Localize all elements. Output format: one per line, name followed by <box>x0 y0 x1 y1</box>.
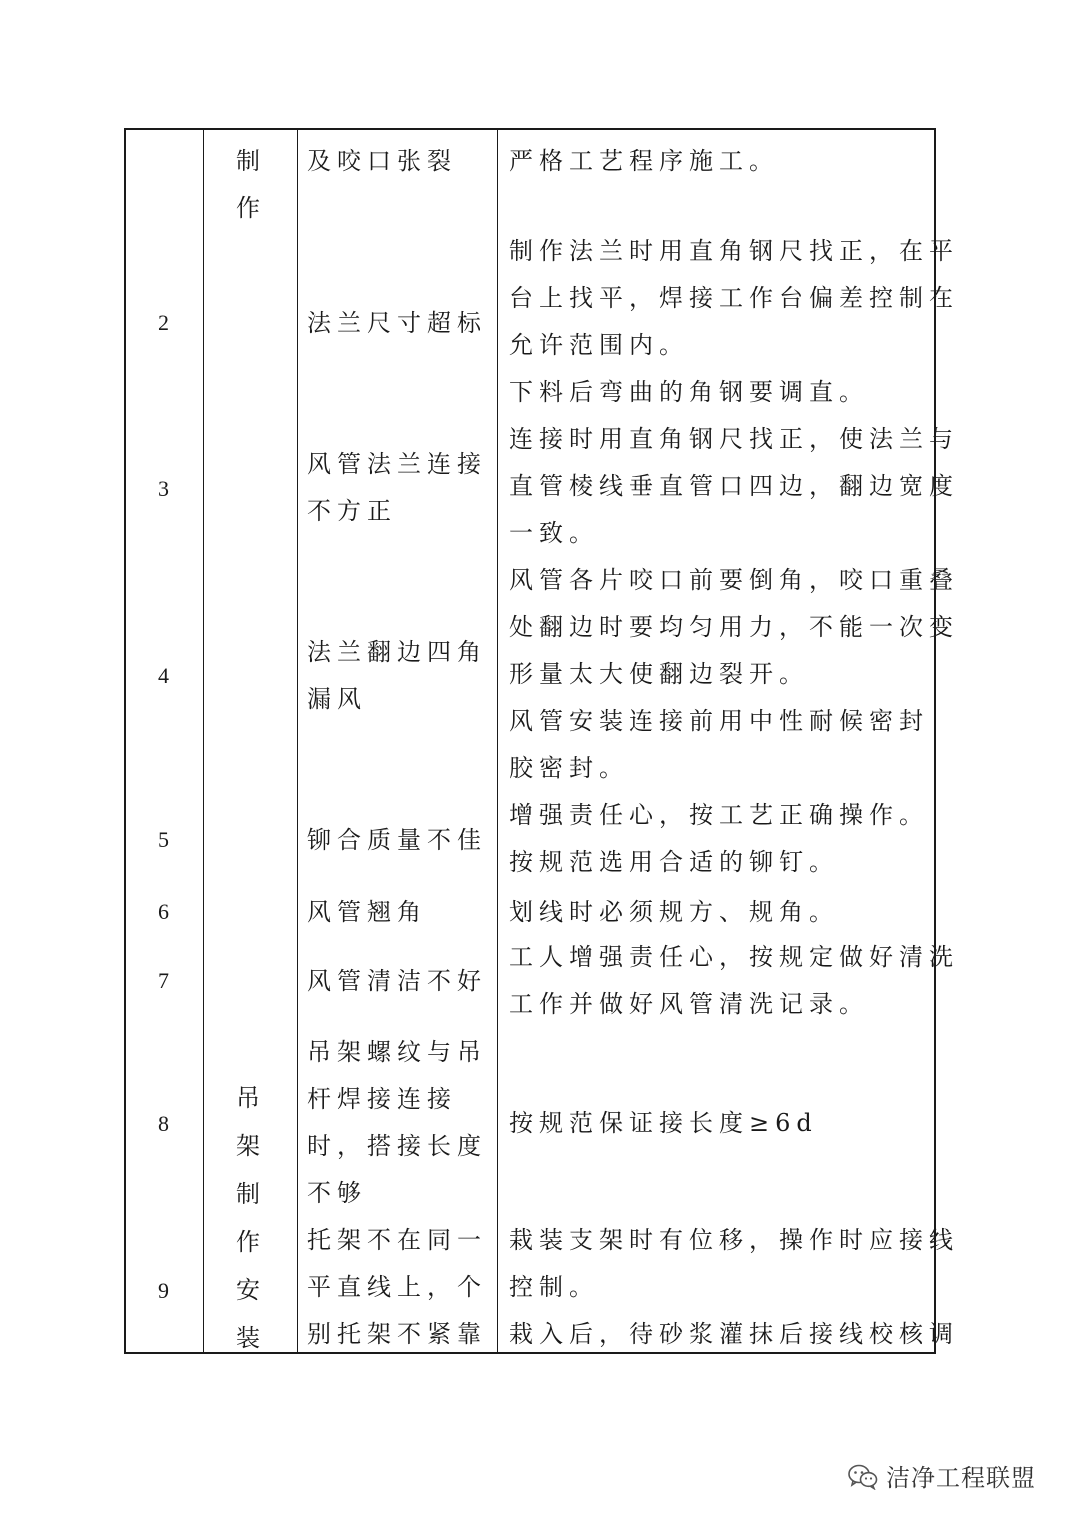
measure-text: 风管安装连接前用中性耐候密封 <box>509 707 929 735</box>
problem-text: 风管清洁不好 <box>307 967 487 995</box>
measure-text: 下料后弯曲的角钢要调直。 <box>509 378 869 406</box>
column-divider <box>497 128 498 1354</box>
problem-text: 法兰尺寸超标 <box>307 309 487 337</box>
measure-text: 栽装支架时有位移，操作时应接线 <box>509 1226 959 1254</box>
category-char: 制 <box>236 147 266 175</box>
category-char: 作 <box>236 1228 266 1256</box>
problem-text: 吊架螺纹与吊 <box>307 1038 487 1066</box>
watermark-text: 洁净工程联盟 <box>886 1464 1036 1492</box>
problem-text: 时，搭接长度 <box>307 1132 487 1160</box>
category-char: 架 <box>236 1132 266 1160</box>
row-number: 9 <box>158 1278 169 1303</box>
measure-text: 增强责任心，按工艺正确操作。 <box>509 801 929 829</box>
row-number: 8 <box>158 1111 169 1136</box>
problem-text: 不方正 <box>307 497 397 525</box>
problem-text: 漏风 <box>307 685 367 713</box>
category-char: 作 <box>236 194 266 222</box>
column-divider <box>297 128 298 1354</box>
problem-text: 杆焊接连接 <box>307 1085 457 1113</box>
measure-text: 台上找平，焊接工作台偏差控制在 <box>509 284 959 312</box>
measure-text: 栽入后，待砂浆灌抹后接线校核调 <box>509 1320 959 1348</box>
problem-text: 铆合质量不佳 <box>307 826 487 854</box>
measure-text: 风管各片咬口前要倒角，咬口重叠 <box>509 566 959 594</box>
measure-text: 划线时必须规方、规角。 <box>509 898 839 926</box>
measure-text: 控制。 <box>509 1273 599 1301</box>
category-char: 制 <box>236 1180 266 1208</box>
row-number: 3 <box>158 476 169 501</box>
measure-text: 按规范选用合适的铆钉。 <box>509 848 839 876</box>
measure-text: 直管棱线垂直管口四边，翻边宽度 <box>509 472 959 500</box>
measure-text: 工作并做好风管清洗记录。 <box>509 990 869 1018</box>
row-number: 4 <box>158 663 169 688</box>
problem-text: 别托架不紧靠 <box>307 1320 487 1348</box>
measure-text: 制作法兰时用直角钢尺找正，在平 <box>509 237 959 265</box>
measure-text: 形量太大使翻边裂开。 <box>509 660 809 688</box>
problem-text: 风管翘角 <box>307 898 427 926</box>
row-number: 7 <box>158 968 169 993</box>
category-char: 装 <box>236 1324 266 1352</box>
problem-text: 及咬口张裂 <box>307 147 457 175</box>
problem-text: 风管法兰连接 <box>307 450 487 478</box>
problem-text: 法兰翻边四角 <box>307 638 487 666</box>
wechat-icon <box>848 1464 878 1490</box>
problem-text: 托架不在同一 <box>307 1226 487 1254</box>
category-char: 安 <box>236 1276 266 1304</box>
problem-text: 平直线上，个 <box>307 1273 487 1301</box>
row-number: 5 <box>158 827 169 852</box>
measure-text: 连接时用直角钢尺找正，使法兰与 <box>509 425 959 453</box>
measure-text: 工人增强责任心，按规定做好清洗 <box>509 943 959 971</box>
column-divider <box>203 128 204 1354</box>
row-number: 6 <box>158 899 169 924</box>
measure-text: 胶密封。 <box>509 754 629 782</box>
category-char: 吊 <box>236 1084 266 1112</box>
measure-text: 按规范保证接长度≥6d <box>509 1109 818 1137</box>
measure-text: 一致。 <box>509 519 599 547</box>
measure-text: 严格工艺程序施工。 <box>509 147 779 175</box>
row-number: 2 <box>158 310 169 335</box>
measure-text: 允许范围内。 <box>509 331 689 359</box>
measure-text: 处翻边时要均匀用力，不能一次变 <box>509 613 959 641</box>
problem-text: 不够 <box>307 1179 367 1207</box>
